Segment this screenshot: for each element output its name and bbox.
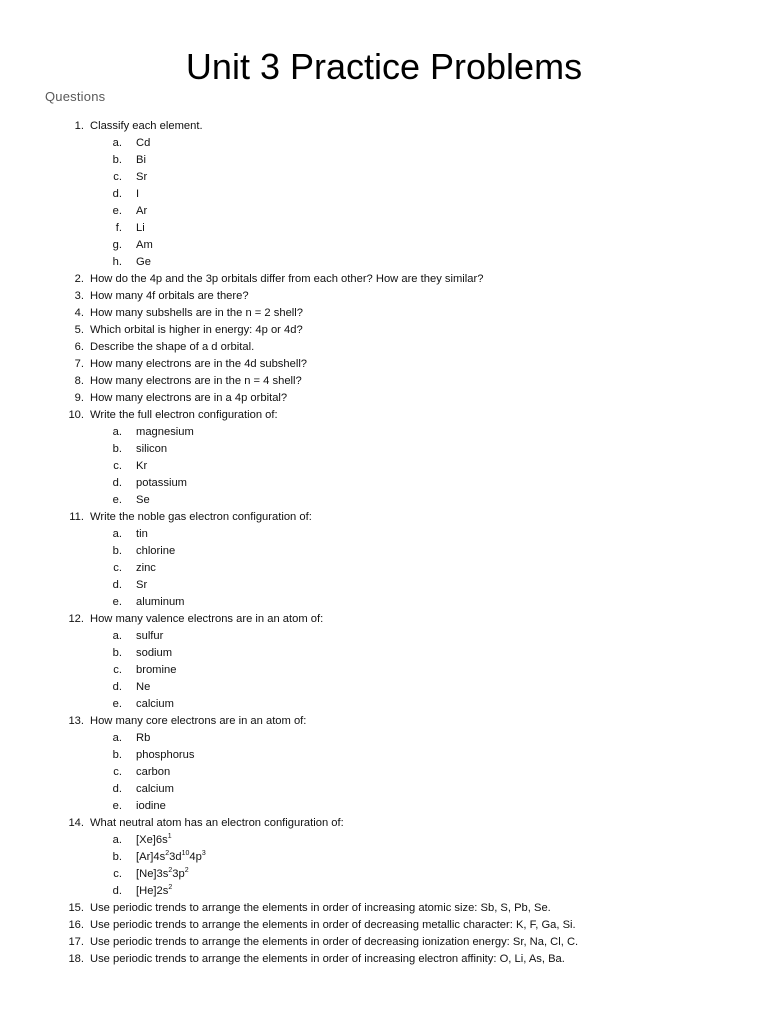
sub-item (0, 764, 768, 781)
question-number: 4. (74, 307, 84, 319)
sub-item (0, 577, 768, 594)
question-item (0, 271, 768, 288)
question-text: How many electrons are in a 4p orbital? (90, 392, 288, 404)
sub-item (0, 696, 768, 713)
sub-item-letter: c. (113, 664, 122, 676)
question-item (0, 322, 768, 339)
question-number: 6. (74, 341, 84, 353)
sub-item (0, 883, 768, 900)
sub-item (0, 458, 768, 475)
sub-item (0, 832, 768, 849)
question-text: Write the full electron configuration of: (90, 409, 278, 421)
question-item (0, 339, 768, 356)
sub-item-letter: b. (112, 647, 122, 659)
sub-item-text: Am (136, 239, 153, 251)
question-number: 18. (68, 953, 84, 965)
config-part: 3d (169, 851, 182, 863)
sub-item-letter: a. (112, 137, 122, 149)
question-number: 9. (74, 392, 84, 404)
superscript: 2 (168, 884, 173, 891)
sub-item (0, 662, 768, 679)
question-number: 7. (74, 358, 84, 370)
sub-item-text (136, 883, 172, 900)
question-number: 12. (68, 613, 84, 625)
sub-item-letter: c. (113, 171, 122, 183)
sub-item (0, 135, 768, 152)
sub-item-text: carbon (136, 766, 171, 778)
sub-item-text: sulfur (136, 630, 164, 642)
sub-item-text: zinc (136, 562, 156, 574)
sub-item-text: Cd (136, 137, 151, 149)
config-part: 4p (189, 851, 202, 863)
sub-item-text (136, 866, 189, 883)
question-item (0, 356, 768, 373)
question-text: Use periodic trends to arrange the elements in order of decreasing ionization energy: Sr, Na, Cl, C. (90, 936, 579, 948)
config-part: [Ar]4s (136, 851, 166, 863)
superscript: 2 (168, 867, 173, 874)
page-title: Unit 3 Practice Problems (185, 46, 583, 87)
sub-item-text: Li (136, 222, 145, 234)
sub-item-letter: a. (112, 732, 122, 744)
question-text: How do the 4p and the 3p orbitals differ from each other? How are they similar? (90, 273, 484, 285)
sub-item-letter: c. (113, 766, 122, 778)
sub-item (0, 781, 768, 798)
sub-item-letter: a. (112, 528, 122, 540)
sub-item (0, 560, 768, 577)
question-item (0, 373, 768, 390)
sub-item-text: silicon (136, 443, 168, 455)
section-heading: Questions (45, 89, 106, 104)
question-text: Describe the shape of a d orbital. (90, 341, 255, 353)
sub-item-letter: e. (112, 205, 122, 217)
sub-item (0, 866, 768, 883)
sub-item (0, 152, 768, 169)
sub-item-letter: c. (113, 562, 122, 574)
sub-item (0, 849, 768, 866)
question-item (0, 934, 768, 951)
sub-item-letter: b. (112, 749, 122, 761)
sub-item-letter: d. (112, 783, 122, 795)
sub-item-letter: b. (112, 154, 122, 166)
sub-item (0, 679, 768, 696)
sub-item-text: I (136, 188, 140, 200)
question-text: Use periodic trends to arrange the elements in order of increasing electron affinity: O, Li, As, Ba. (90, 953, 565, 965)
sub-item-text: Sr (136, 171, 148, 183)
sub-item (0, 492, 768, 509)
sub-item (0, 526, 768, 543)
question-list (0, 118, 768, 968)
question-number: 17. (68, 936, 84, 948)
config-part: 3p (172, 868, 185, 880)
question-item (0, 390, 768, 407)
sub-item-letter: a. (112, 630, 122, 642)
question-item (0, 407, 768, 424)
sub-item-text: aluminum (136, 596, 185, 608)
config-part: [Xe]6s (136, 834, 168, 846)
sub-item-text: chlorine (136, 545, 176, 557)
sub-item (0, 594, 768, 611)
superscript: 2 (184, 867, 189, 874)
sub-item (0, 237, 768, 254)
question-item (0, 509, 768, 526)
sub-item-letter: e. (112, 800, 122, 812)
sub-item-text: Ne (136, 681, 151, 693)
sub-item-letter: d. (112, 681, 122, 693)
question-item (0, 951, 768, 968)
superscript: 2 (165, 850, 170, 857)
sub-item-text: iodine (136, 800, 166, 812)
sub-item-letter: b. (112, 851, 122, 863)
sub-item-letter: d. (112, 477, 122, 489)
question-number: 16. (68, 919, 84, 931)
question-text: How many electrons are in the 4d subshell? (90, 358, 308, 370)
question-text: Which orbital is higher in energy: 4p or 4d? (90, 324, 303, 336)
question-item (0, 305, 768, 322)
sub-item-text (136, 832, 172, 849)
question-item (0, 288, 768, 305)
sub-item-letter: e. (112, 698, 122, 710)
sub-item-letter: h. (112, 256, 122, 268)
superscript: 10 (181, 850, 190, 857)
sub-item (0, 543, 768, 560)
superscript: 1 (167, 833, 172, 840)
question-text: Write the noble gas electron configuration of: (90, 511, 312, 523)
sub-item-letter: e. (112, 596, 122, 608)
question-text: Use periodic trends to arrange the elements in order of increasing atomic size: Sb, S, Pb, Se. (90, 902, 551, 914)
superscript: 3 (201, 850, 206, 857)
question-item (0, 713, 768, 730)
sub-item (0, 186, 768, 203)
question-text: How many valence electrons are in an atom of: (90, 613, 324, 625)
sub-item-text: Se (136, 494, 150, 506)
question-text: How many 4f orbitals are there? (90, 290, 249, 302)
sub-item (0, 730, 768, 747)
question-text: How many core electrons are in an atom of: (90, 715, 307, 727)
question-item (0, 815, 768, 832)
sub-item-text: Ar (136, 205, 148, 217)
question-number: 10. (68, 409, 84, 421)
config-part: [He]2s (136, 885, 169, 897)
sub-item-text: Sr (136, 579, 148, 591)
question-text: How many electrons are in the n = 4 shell? (90, 375, 302, 387)
sub-item (0, 169, 768, 186)
sub-item-text: magnesium (136, 426, 194, 438)
question-number: 13. (68, 715, 84, 727)
sub-item (0, 254, 768, 271)
question-item (0, 900, 768, 917)
sub-item-text: calcium (136, 783, 174, 795)
sub-item (0, 220, 768, 237)
sub-item-letter: d. (112, 188, 122, 200)
sub-item-letter: c. (113, 460, 122, 472)
sub-item-text (136, 849, 206, 866)
sub-item-text: potassium (136, 477, 187, 489)
question-number: 11. (69, 511, 84, 523)
sub-item-letter: b. (112, 443, 122, 455)
sub-item (0, 475, 768, 492)
question-item (0, 611, 768, 628)
sub-item-text: Rb (136, 732, 151, 744)
question-number: 2. (74, 273, 84, 285)
sub-item-letter: g. (112, 239, 122, 251)
question-number: 3. (74, 290, 84, 302)
sub-item (0, 203, 768, 220)
question-item (0, 917, 768, 934)
sub-item (0, 798, 768, 815)
question-text: Use periodic trends to arrange the elements in order of decreasing metallic character: K, F, Ga, Si. (90, 919, 576, 931)
question-text: How many subshells are in the n = 2 shell? (90, 307, 303, 319)
sub-item-letter: b. (112, 545, 122, 557)
sub-item-text: phosphorus (136, 749, 195, 761)
question-number: 14. (68, 817, 84, 829)
question-number: 1. (74, 120, 84, 132)
sub-item-letter: e. (112, 494, 122, 506)
question-item (0, 118, 768, 135)
sub-item-text: Ge (136, 256, 151, 268)
sub-item-text: tin (136, 528, 148, 540)
sub-item-text: sodium (136, 647, 173, 659)
sub-item-letter: a. (112, 426, 122, 438)
sub-item-letter: d. (112, 885, 122, 897)
question-number: 5. (74, 324, 84, 336)
sub-item-letter: d. (112, 579, 122, 591)
question-number: 8. (74, 375, 84, 387)
sub-item (0, 747, 768, 764)
sub-item-text: Bi (136, 154, 146, 166)
sub-item (0, 441, 768, 458)
sub-item-letter: f. (115, 222, 122, 234)
sub-item-text: Kr (136, 460, 148, 472)
question-text: What neutral atom has an electron configuration of: (90, 817, 344, 829)
sub-item (0, 645, 768, 662)
sub-item-letter: a. (112, 834, 122, 846)
sub-item (0, 628, 768, 645)
question-text: Classify each element. (90, 120, 203, 132)
config-part: [Ne]3s (136, 868, 169, 880)
sub-item-text: calcium (136, 698, 174, 710)
sub-item-letter: c. (113, 868, 122, 880)
question-number: 15. (68, 902, 84, 914)
sub-item (0, 424, 768, 441)
sub-item-text: bromine (136, 664, 177, 676)
